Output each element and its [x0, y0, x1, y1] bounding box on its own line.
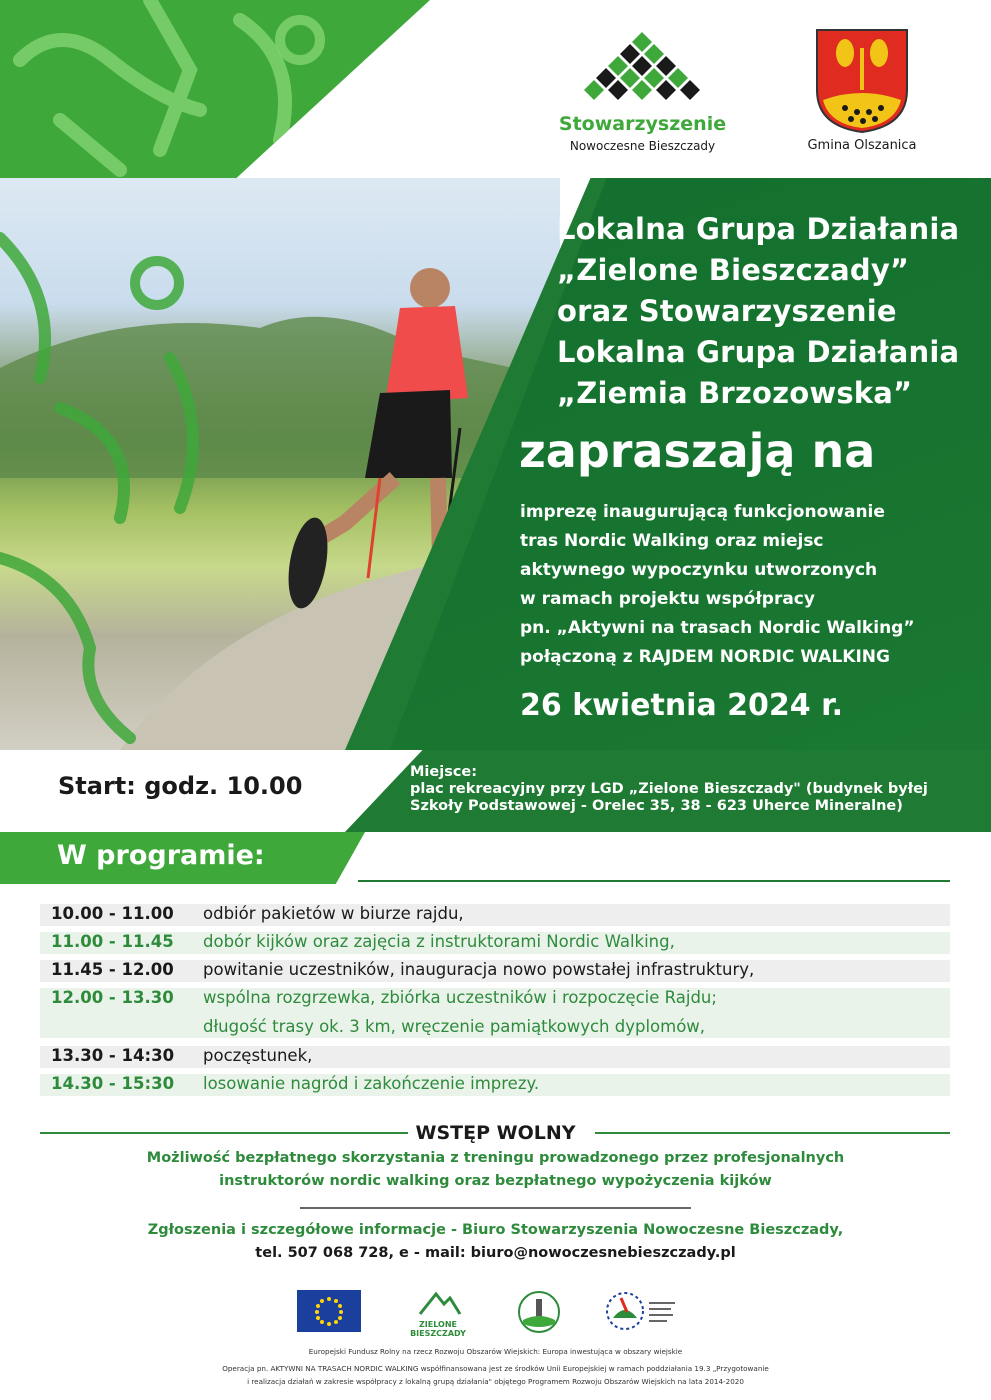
program-activity: wspólna rozgrzewka, zbiórka uczestników i rozpoczęcie Rajdu;: [203, 988, 717, 1007]
place-label: Miejsce:: [410, 764, 478, 780]
organizer-line-5: „Ziemia Brzozowska”: [557, 376, 913, 410]
prow-logo: [603, 1288, 679, 1334]
free-entry-heading: WSTĘP WOLNY: [415, 1122, 576, 1144]
event-date: 26 kwietnia 2024 r.: [520, 688, 844, 723]
eu-fund-note: Europejski Fundusz Rolny na rzecz Rozwoju Obszarów Wiejskich: Europa inwestująca w obszary wiejskie: [308, 1347, 683, 1356]
organizers-block: [557, 209, 987, 414]
start-time: Start: godz. 10.00: [58, 772, 303, 800]
info-line-1: Możliwość bezpłatnego skorzystania z treningu prowadzonego przez profesjonalnych: [146, 1150, 845, 1166]
program-activity: odbiór pakietów w biurze rajdu,: [203, 904, 464, 923]
program-row: [40, 1074, 950, 1096]
program-activity: losowanie nagród i zakończenie imprezy.: [203, 1074, 540, 1093]
program-time: 10.00 - 11.00: [51, 904, 174, 923]
description-line-4: w ramach projektu współpracy: [520, 589, 815, 609]
program-activity: powitanie uczestników, inauguracja nowo powstałej infrastruktury,: [203, 960, 755, 979]
program-activity: dobór kijków oraz zajęcia z instruktorami Nordic Walking,: [203, 932, 675, 951]
description-line-3: aktywnego wypoczynku utworzonych: [520, 560, 878, 580]
description-line-2: tras Nordic Walking oraz miejsc: [520, 531, 824, 551]
decorative-walker-graphic: [0, 0, 430, 178]
association-logo: [575, 30, 710, 110]
organizer-line-1: Lokalna Grupa Działania: [557, 212, 960, 246]
program-time: 11.00 - 11.45: [51, 932, 174, 951]
organizer-line-4: Lokalna Grupa Działania: [557, 335, 960, 369]
program-time: 13.30 - 14:30: [51, 1046, 175, 1065]
program-time: 14.30 - 15:30: [51, 1074, 175, 1093]
ziemia-brzozowska-logo: [517, 1290, 561, 1334]
gmina-coat-of-arms: [815, 28, 909, 134]
description-line-5: pn. „Aktywni na trasach Nordic Walking”: [520, 618, 915, 638]
description-line-6: połączoną z RAJDEM NORDIC WALKING: [520, 647, 890, 667]
eu-flag-logo: [297, 1290, 361, 1332]
legal-note-2: i realizacja działań w zakresie współpracy z lokalną grupą działania" objętego Programem Rozwoju Obszarów Wiejskich na lata 2014-2020: [247, 1377, 744, 1386]
program-row: [40, 932, 950, 954]
contact-line-2: tel. 507 068 728, e - mail: biuro@nowoczesnebieszczady.pl: [255, 1245, 736, 1261]
divider-center: [300, 1207, 691, 1209]
program-row: [40, 1046, 950, 1068]
program-row: [40, 988, 950, 1038]
association-name: Stowarzyszenie: [558, 113, 727, 135]
association-subtitle: Nowoczesne Bieszczady: [569, 139, 716, 153]
place-line-2: Szkoły Podstawowej - Orelec 35, 38 - 623 Uherce Mineralne): [410, 798, 903, 814]
program-time: 12.00 - 13.30: [51, 988, 174, 1007]
gmina-name: Gmina Olszanica: [807, 138, 917, 153]
program-activity-continued: długość trasy ok. 3 km, wręczenie pamiątkowych dyplomów,: [203, 1017, 706, 1036]
place-line-1: plac rekreacyjny przy LGD „Zielone Bieszczady" (budynek byłej: [410, 781, 928, 797]
program-row: [40, 960, 950, 982]
contact-line-1: Zgłoszenia i szczegółowe informacje - Biuro Stowarzyszenia Nowoczesne Bieszczady,: [147, 1222, 844, 1238]
legal-note-1: Operacja pn. AKTYWNI NA TRASACH NORDIC WALKING współfinansowana jest ze środków Unii Europejskiej w ramach poddziałania 19.3 „Przygotowanie: [222, 1364, 769, 1373]
top-green-band: [0, 0, 430, 178]
organizer-line-2: „Zielone Bieszczady”: [557, 253, 910, 287]
zielone-bieszczady-logo: [392, 1288, 484, 1338]
description-line-1: imprezę inaugurującą funkcjonowanie: [520, 502, 885, 522]
event-description: [520, 498, 980, 672]
program-title: W programie:: [57, 840, 265, 871]
place-block: [410, 764, 985, 815]
zb-logo-text: ZIELONE BIESZCZADY: [410, 1320, 466, 1338]
info-line-2: instruktorów nordic walking oraz bezpłatnego wypożyczenia kijków: [219, 1173, 772, 1189]
program-row: [40, 904, 950, 926]
program-divider: [358, 880, 950, 882]
program-activity: poczęstunek,: [203, 1046, 313, 1065]
organizer-line-3: oraz Stowarzyszenie: [557, 294, 897, 328]
invite-heading: zapraszają na: [519, 424, 876, 478]
program-time: 11.45 - 12.00: [51, 960, 174, 979]
